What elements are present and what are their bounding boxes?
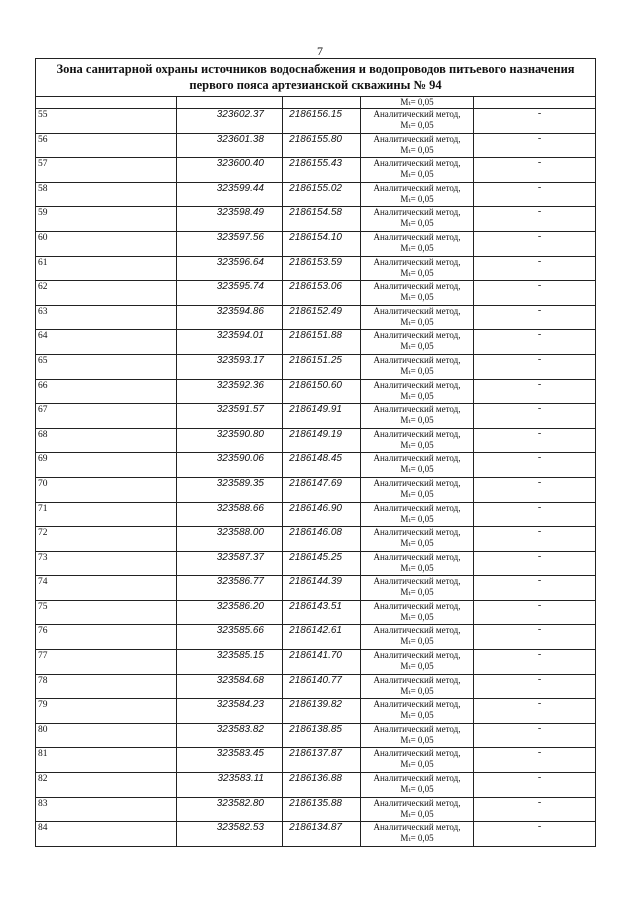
method-name: Аналитический метод, [373,158,461,169]
table-row [36,305,596,330]
coordinate-y: 2186143.51 [283,600,361,625]
empty-mark: - [474,477,596,502]
method-cell [361,748,474,773]
empty-mark: - [474,748,596,773]
coordinate-x: 323587.37 [177,551,283,576]
table-row [36,158,596,183]
method-cell [361,330,474,355]
point-number: 76 [36,625,177,650]
point-number: 55 [36,109,177,134]
empty-mark: - [474,379,596,404]
coordinate-x: 323582.53 [177,822,283,847]
method-name: Аналитический метод, [373,305,461,316]
method-name: Аналитический метод, [373,133,461,144]
coordinate-x: 323590.06 [177,453,283,478]
method-accuracy: Мₜ= 0,05 [400,833,434,844]
point-number: 64 [36,330,177,355]
method-name: Аналитический метод, [373,674,461,685]
coordinate-y: 2186155.02 [283,182,361,207]
table-row [36,502,596,527]
method-name: Аналитический метод, [373,477,461,488]
point-number: 65 [36,354,177,379]
empty-mark: - [474,158,596,183]
method-name: Аналитический метод, [373,822,461,833]
table-row [36,281,596,306]
empty-mark: - [474,207,596,232]
coordinate-x: 323594.01 [177,330,283,355]
method-accuracy: Мₜ= 0,05 [400,562,434,573]
coordinate-x: 323596.64 [177,256,283,281]
method-accuracy: Мₜ= 0,05 [400,488,434,499]
table-row [36,354,596,379]
coordinate-x: 323599.44 [177,182,283,207]
table-row [36,109,596,134]
coordinate-x: 323588.66 [177,502,283,527]
coordinate-y: 2186153.59 [283,256,361,281]
method-name: Аналитический метод, [373,404,461,415]
method-name: Аналитический метод, [373,748,461,759]
coordinate-y: 2186154.58 [283,207,361,232]
table-row [36,650,596,675]
coordinates-table [35,58,596,847]
coordinate-y: 2186155.80 [283,133,361,158]
table-title [36,59,596,97]
method-accuracy: Мₜ= 0,05 [400,439,434,450]
point-number: 57 [36,158,177,183]
coordinate-y: 2186152.49 [283,305,361,330]
point-number: 80 [36,723,177,748]
method-cell [361,256,474,281]
method-accuracy: Мₜ= 0,05 [400,218,434,229]
coordinate-y: 2186135.88 [283,797,361,822]
method-name: Аналитический метод, [373,428,461,439]
coordinate-x: 323583.11 [177,773,283,798]
empty-mark: - [474,527,596,552]
point-number: 66 [36,379,177,404]
coordinate-y: 2186150.60 [283,379,361,404]
coordinate-y: 2186146.08 [283,527,361,552]
table-row [36,477,596,502]
table-title-line2: первого пояса артезианской скважины № 94 [189,78,442,92]
method-name: Аналитический метод, [373,281,461,292]
point-number: 69 [36,453,177,478]
coordinate-x: 323600.40 [177,158,283,183]
method-accuracy: Мₜ= 0,05 [400,292,434,303]
method-accuracy: Мₜ= 0,05 [400,365,434,376]
method-accuracy: Мₜ= 0,05 [400,513,434,524]
table-row [36,748,596,773]
point-number: 77 [36,650,177,675]
empty-mark: - [474,182,596,207]
table-row [36,527,596,552]
table-row [36,207,596,232]
method-name: Аналитический метод, [373,723,461,734]
coordinate-y: 2186141.70 [283,650,361,675]
continued-x-cell [177,97,283,109]
coordinate-x: 323595.74 [177,281,283,306]
empty-mark: - [474,674,596,699]
coordinate-x: 323594.86 [177,305,283,330]
method-cell [361,158,474,183]
empty-mark: - [474,797,596,822]
point-number: 78 [36,674,177,699]
coordinate-x: 323591.57 [177,404,283,429]
coordinate-x: 323597.56 [177,231,283,256]
coordinate-x: 323590.80 [177,428,283,453]
method-accuracy: Мₜ= 0,05 [400,661,434,672]
method-name: Аналитический метод, [373,773,461,784]
method-name: Аналитический метод, [373,379,461,390]
coordinate-y: 2186138.85 [283,723,361,748]
coordinate-x: 323585.66 [177,625,283,650]
empty-mark: - [474,305,596,330]
method-name: Аналитический метод, [373,231,461,242]
method-accuracy: Мₜ= 0,05 [400,611,434,622]
method-name: Аналитический метод, [373,502,461,513]
point-number: 70 [36,477,177,502]
table-row [36,231,596,256]
coordinate-y: 2186140.77 [283,674,361,699]
method-accuracy: Мₜ= 0,05 [400,341,434,352]
point-number: 83 [36,797,177,822]
coordinate-y: 2186147.69 [283,477,361,502]
table-row [36,674,596,699]
method-cell [361,133,474,158]
point-number: 61 [36,256,177,281]
table-row [36,600,596,625]
table-row [36,453,596,478]
title-row [36,59,596,97]
table-row [36,182,596,207]
method-cell [361,379,474,404]
table-title-line1: Зона санитарной охраны источников водоснабжения и водопроводов питьевого назначения [56,62,575,76]
method-cell [361,354,474,379]
method-name: Аналитический метод, [373,354,461,365]
coordinate-y: 2186144.39 [283,576,361,601]
method-name: Аналитический метод, [373,453,461,464]
coordinate-y: 2186156.15 [283,109,361,134]
empty-mark: - [474,428,596,453]
method-accuracy: Мₜ= 0,05 [400,734,434,745]
method-cell [361,699,474,724]
table-row [36,330,596,355]
coordinate-y: 2186145.25 [283,551,361,576]
coordinate-x: 323598.49 [177,207,283,232]
point-number: 81 [36,748,177,773]
method-accuracy: Мₜ= 0,05 [400,120,434,130]
coordinate-y: 2186149.19 [283,428,361,453]
table-row [36,551,596,576]
continued-num-cell [36,97,177,109]
coordinate-y: 2186153.06 [283,281,361,306]
empty-mark: - [474,502,596,527]
coordinate-x: 323589.35 [177,477,283,502]
empty-mark: - [474,453,596,478]
coordinate-x: 323601.38 [177,133,283,158]
method-name: Аналитический метод, [373,576,461,587]
coordinate-y: 2186155.43 [283,158,361,183]
coordinate-y: 2186146.90 [283,502,361,527]
table-row [36,773,596,798]
method-accuracy: Мₜ= 0,05 [400,144,434,155]
method-accuracy: Мₜ= 0,05 [400,685,434,696]
method-accuracy: Мₜ= 0,05 [400,242,434,253]
empty-mark: - [474,256,596,281]
point-number: 59 [36,207,177,232]
coordinate-y: 2186134.87 [283,822,361,847]
method-cell [361,600,474,625]
method-name: Аналитический метод, [373,182,461,193]
coordinate-x: 323602.37 [177,109,283,134]
method-name: Аналитический метод, [373,650,461,661]
table-row [36,379,596,404]
method-name: Аналитический метод, [373,527,461,538]
method-accuracy: Мₜ= 0,05 [400,415,434,426]
method-cell [361,625,474,650]
method-cell [361,231,474,256]
point-number: 73 [36,551,177,576]
point-number: 71 [36,502,177,527]
coordinate-x: 323593.17 [177,354,283,379]
coordinate-x: 323585.15 [177,650,283,675]
method-cell [361,773,474,798]
method-cell [361,182,474,207]
point-number: 56 [36,133,177,158]
coordinate-x: 323583.45 [177,748,283,773]
coordinate-x: 323584.23 [177,699,283,724]
coordinate-y: 2186142.61 [283,625,361,650]
method-cell [361,281,474,306]
empty-mark: - [474,281,596,306]
coordinate-x: 323592.36 [177,379,283,404]
table-row [36,625,596,650]
method-accuracy: Мₜ= 0,05 [400,193,434,204]
empty-mark: - [474,773,596,798]
coordinate-x: 323586.77 [177,576,283,601]
table-row [36,822,596,847]
method-cell [361,207,474,232]
point-number: 79 [36,699,177,724]
method-cell [361,551,474,576]
coordinate-y: 2186137.87 [283,748,361,773]
empty-mark: - [474,822,596,847]
method-accuracy: Мₜ= 0,05 [400,759,434,770]
coordinate-x: 323582.80 [177,797,283,822]
point-number: 68 [36,428,177,453]
empty-mark: - [474,576,596,601]
point-number: 58 [36,182,177,207]
continued-y-cell [283,97,361,109]
table-row [36,404,596,429]
point-number: 60 [36,231,177,256]
method-accuracy: Мₜ= 0,05 [400,808,434,819]
method-name: Аналитический метод, [373,207,461,218]
method-cell [361,502,474,527]
method-cell [361,305,474,330]
method-accuracy: Мₜ= 0,05 [400,636,434,647]
empty-mark: - [474,330,596,355]
method-name: Аналитический метод, [373,699,461,710]
method-name: Аналитический метод, [373,330,461,341]
empty-mark: - [474,699,596,724]
method-name: Аналитический метод, [373,551,461,562]
method-cell [361,674,474,699]
method-accuracy: Мₜ= 0,05 [400,464,434,475]
method-name: Аналитический метод, [373,600,461,611]
method-cell [361,477,474,502]
coordinate-x: 323583.82 [177,723,283,748]
continued-row [36,97,596,109]
coordinate-y: 2186151.88 [283,330,361,355]
empty-mark: - [474,133,596,158]
empty-mark: - [474,551,596,576]
point-number: 67 [36,404,177,429]
method-cell [361,797,474,822]
method-accuracy: Мₜ= 0,05 [400,710,434,721]
method-accuracy: Мₜ= 0,05 [400,267,434,278]
coordinate-y: 2186139.82 [283,699,361,724]
method-accuracy: Мₜ= 0,05 [400,390,434,401]
empty-mark: - [474,625,596,650]
method-cell [361,404,474,429]
method-accuracy: Мₜ= 0,05 [400,538,434,549]
table-row [36,797,596,822]
table-row [36,699,596,724]
method-accuracy: Мₜ= 0,05 [400,169,434,180]
empty-mark: - [474,404,596,429]
coordinate-x: 323586.20 [177,600,283,625]
empty-mark: - [474,600,596,625]
coordinate-y: 2186154.10 [283,231,361,256]
method-cell [361,527,474,552]
method-accuracy: Мₜ= 0,05 [400,316,434,327]
table-row [36,723,596,748]
method-accuracy: Мₜ= 0,05 [400,784,434,795]
coordinate-y: 2186136.88 [283,773,361,798]
method-name: Аналитический метод, [373,625,461,636]
table-row [36,576,596,601]
method-cell [361,723,474,748]
coordinate-x: 323588.00 [177,527,283,552]
method-name: Аналитический метод, [373,109,461,119]
coordinate-y: 2186148.45 [283,453,361,478]
table-row [36,256,596,281]
point-number: 82 [36,773,177,798]
method-cell [361,453,474,478]
coordinate-y: 2186149.91 [283,404,361,429]
method-name: Аналитический метод, [373,797,461,808]
empty-mark: - [474,650,596,675]
empty-mark: - [474,723,596,748]
method-name: Аналитический метод, [373,256,461,267]
table-row [36,133,596,158]
method-cell [361,650,474,675]
table-row [36,428,596,453]
point-number: 84 [36,822,177,847]
empty-mark: - [474,109,596,134]
point-number: 62 [36,281,177,306]
empty-mark: - [474,231,596,256]
coordinate-y: 2186151.25 [283,354,361,379]
coordinate-x: 323584.68 [177,674,283,699]
continued-method-cell: Мₜ= 0,05 [361,97,474,109]
method-accuracy: Мₜ= 0,05 [400,587,434,598]
method-cell [361,109,474,134]
empty-mark: - [474,354,596,379]
method-cell [361,576,474,601]
point-number: 63 [36,305,177,330]
method-cell [361,428,474,453]
page-number: 7 [317,44,323,58]
point-number: 74 [36,576,177,601]
method-cell [361,822,474,847]
point-number: 72 [36,527,177,552]
point-number: 75 [36,600,177,625]
table-body [36,59,596,847]
continued-dash-cell [474,97,596,109]
